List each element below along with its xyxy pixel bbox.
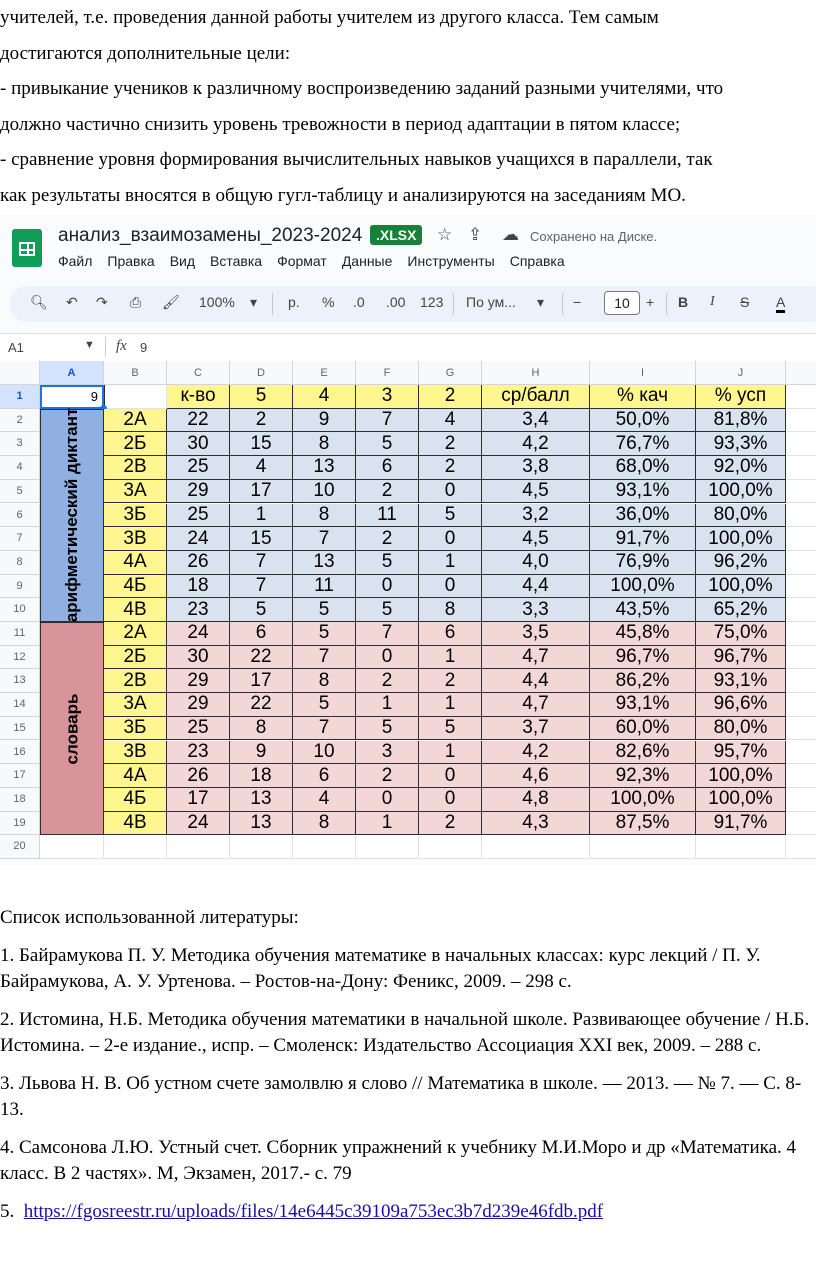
data-cell[interactable]: 5 [356, 717, 419, 741]
data-cell[interactable]: 9 [230, 741, 293, 765]
data-cell[interactable]: 4,3 [482, 812, 590, 836]
data-cell[interactable]: 3,8 [482, 456, 590, 480]
data-cell[interactable]: 5 [293, 622, 356, 646]
data-cell[interactable]: 100,0% [696, 575, 786, 599]
data-cell[interactable]: 25 [167, 504, 230, 528]
data-cell[interactable]: 23 [167, 741, 230, 765]
data-cell[interactable]: 2 [419, 456, 482, 480]
cell[interactable] [230, 835, 293, 859]
row-header[interactable]: 7 [0, 527, 40, 551]
class-cell[interactable]: 4А [104, 764, 167, 788]
row-header[interactable]: 1 [0, 385, 40, 409]
font-size-decrease-icon[interactable]: − [573, 294, 582, 310]
reference-number: 5. [0, 1201, 15, 1222]
data-cell[interactable]: 80,0% [696, 717, 786, 741]
cell[interactable] [786, 598, 816, 622]
data-cell[interactable]: 96,7% [696, 646, 786, 670]
data-cell[interactable]: 6 [230, 622, 293, 646]
data-cell[interactable]: 29 [167, 480, 230, 504]
data-cell[interactable]: 5 [356, 551, 419, 575]
data-cell[interactable]: 96,7% [590, 646, 696, 670]
header-cell[interactable]: % кач [590, 385, 696, 409]
intro-line: - привыкание учеников к различному воспроизведению заданий разными учителями, что [0, 78, 724, 99]
class-cell[interactable]: 4Б [104, 788, 167, 812]
data-cell[interactable]: 8 [293, 432, 356, 456]
class-cell[interactable]: 3В [104, 741, 167, 765]
class-cell[interactable]: 3Б [104, 717, 167, 741]
data-cell[interactable]: 4,5 [482, 527, 590, 551]
row-header[interactable]: 16 [0, 741, 40, 765]
undo-icon[interactable]: ↶ [66, 294, 78, 310]
chevron-down-icon[interactable]: ▼ [84, 339, 95, 351]
menu-insert[interactable]: Вставка [210, 253, 263, 269]
group-label-text: словарь [62, 693, 81, 765]
paint-format-icon[interactable]: 🖌︎ [162, 294, 180, 310]
cell[interactable] [786, 835, 816, 859]
bold-icon[interactable]: B [678, 294, 689, 310]
data-cell[interactable]: 29 [167, 693, 230, 717]
cell[interactable] [786, 504, 816, 528]
cell[interactable] [786, 812, 816, 836]
data-cell[interactable]: 2 [230, 409, 293, 433]
data-cell[interactable]: 9 [293, 409, 356, 433]
row-header[interactable]: 19 [0, 812, 40, 836]
data-cell[interactable]: 87,5% [590, 812, 696, 836]
data-cell[interactable]: 91,7% [590, 527, 696, 551]
data-cell[interactable]: 0 [419, 480, 482, 504]
column-header[interactable]: D [230, 361, 293, 385]
star-icon[interactable]: ☆ [437, 225, 453, 244]
name-box[interactable]: A1 [8, 340, 24, 355]
data-cell[interactable]: 3,5 [482, 622, 590, 646]
cell[interactable] [590, 835, 696, 859]
data-cell[interactable]: 81,8% [696, 409, 786, 433]
data-cell[interactable]: 50,0% [590, 409, 696, 433]
intro-line: - сравнение уровня формирования вычислительных навыков учащихся в параллели, так [0, 149, 713, 170]
data-cell[interactable]: 7 [230, 551, 293, 575]
cell[interactable] [786, 527, 816, 551]
row-header[interactable]: 9 [0, 575, 40, 599]
data-cell[interactable]: 22 [167, 409, 230, 433]
data-cell[interactable]: 5 [293, 598, 356, 622]
data-cell[interactable]: 15 [230, 527, 293, 551]
data-cell[interactable]: 13 [293, 551, 356, 575]
data-cell[interactable]: 4,7 [482, 693, 590, 717]
menu-edit[interactable]: Правка [107, 253, 155, 269]
class-cell[interactable]: 4В [104, 598, 167, 622]
data-cell[interactable]: 18 [167, 575, 230, 599]
strikethrough-icon[interactable]: S [740, 294, 750, 310]
data-cell[interactable]: 100,0% [590, 575, 696, 599]
column-header[interactable]: F [356, 361, 419, 385]
data-cell[interactable]: 6 [356, 456, 419, 480]
data-cell[interactable]: 15 [230, 432, 293, 456]
row-header[interactable]: 18 [0, 788, 40, 812]
data-cell[interactable]: 3,7 [482, 717, 590, 741]
increase-decimals-button[interactable]: .00 [386, 294, 406, 310]
data-cell[interactable]: 24 [167, 622, 230, 646]
data-cell[interactable]: 24 [167, 812, 230, 836]
data-cell[interactable]: 4 [230, 456, 293, 480]
data-cell[interactable]: 1 [419, 741, 482, 765]
cell[interactable] [293, 835, 356, 859]
header-cell[interactable]: 2 [419, 385, 482, 409]
percent-format-button[interactable]: % [322, 294, 335, 310]
cell[interactable] [786, 409, 816, 433]
cell[interactable] [786, 764, 816, 788]
data-cell[interactable]: 76,7% [590, 432, 696, 456]
data-cell[interactable]: 68,0% [590, 456, 696, 480]
sheets-logo-icon[interactable] [12, 229, 42, 267]
data-cell[interactable]: 3,3 [482, 598, 590, 622]
row-header[interactable]: 17 [0, 764, 40, 788]
row-header[interactable]: 8 [0, 551, 40, 575]
data-cell[interactable]: 3,4 [482, 409, 590, 433]
data-cell[interactable]: 2 [419, 669, 482, 693]
group-label-arithmetic[interactable] [40, 409, 104, 622]
data-cell[interactable]: 18 [230, 764, 293, 788]
data-cell[interactable]: 4,2 [482, 432, 590, 456]
data-cell[interactable]: 7 [293, 527, 356, 551]
data-cell[interactable]: 2 [419, 812, 482, 836]
class-cell[interactable]: 2В [104, 669, 167, 693]
data-cell[interactable]: 26 [167, 551, 230, 575]
data-cell[interactable]: 4,2 [482, 741, 590, 765]
data-cell[interactable]: 11 [293, 575, 356, 599]
save-status: Сохранено на Диске. [530, 229, 658, 244]
class-cell[interactable]: 2Б [104, 646, 167, 670]
currency-format-button[interactable]: р. [288, 294, 300, 310]
data-cell[interactable]: 10 [293, 480, 356, 504]
class-cell[interactable]: 3В [104, 527, 167, 551]
data-cell[interactable]: 8 [230, 717, 293, 741]
column-header[interactable]: A [40, 361, 104, 385]
row-header[interactable]: 2 [0, 409, 40, 433]
header-cell[interactable]: 4 [293, 385, 356, 409]
class-cell[interactable]: 2А [104, 622, 167, 646]
class-cell[interactable]: 3А [104, 693, 167, 717]
data-cell[interactable]: 13 [230, 788, 293, 812]
chevron-down-icon[interactable]: ▾ [250, 294, 258, 310]
data-cell[interactable]: 4,5 [482, 480, 590, 504]
data-cell[interactable]: 5 [356, 432, 419, 456]
header-cell[interactable]: ср/балл [482, 385, 590, 409]
data-cell[interactable]: 100,0% [696, 764, 786, 788]
data-cell[interactable]: 2 [356, 669, 419, 693]
data-cell[interactable]: 22 [230, 693, 293, 717]
data-cell[interactable]: 80,0% [696, 504, 786, 528]
font-select[interactable]: По ум... [466, 294, 516, 310]
cell[interactable] [786, 788, 816, 812]
redo-icon[interactable]: ↷ [96, 294, 108, 310]
data-cell[interactable]: 92,3% [590, 764, 696, 788]
zoom-select[interactable]: 100% [199, 294, 235, 310]
data-cell[interactable]: 3 [356, 741, 419, 765]
row-header[interactable]: 15 [0, 717, 40, 741]
cell[interactable] [482, 835, 590, 859]
data-cell[interactable]: 0 [356, 788, 419, 812]
menu-help[interactable]: Справка [509, 253, 565, 269]
data-cell[interactable]: 43,5% [590, 598, 696, 622]
data-cell[interactable]: 7 [293, 646, 356, 670]
column-header[interactable]: I [590, 361, 696, 385]
cell[interactable] [786, 693, 816, 717]
column-header[interactable]: J [696, 361, 786, 385]
data-cell[interactable]: 7 [230, 575, 293, 599]
data-cell[interactable]: 26 [167, 764, 230, 788]
cell[interactable] [356, 835, 419, 859]
data-cell[interactable]: 5 [419, 717, 482, 741]
intro-text [0, 0, 816, 213]
data-cell[interactable]: 0 [419, 764, 482, 788]
intro-line: должно частично снизить уровень тревожности в период адаптации в пятом классе; [0, 113, 681, 135]
data-cell[interactable]: 17 [230, 669, 293, 693]
data-cell[interactable]: 25 [167, 717, 230, 741]
data-cell[interactable]: 82,6% [590, 741, 696, 765]
column-header[interactable]: H [482, 361, 590, 385]
reference-item: 4. Самсонова Л.Ю. Устный счет. Сборник упражнений к учебнику М.И.Моро и др «Математика. 4 класс. В 2 частях». М, Экзамен, 2017.- с. 79 [0, 1137, 797, 1184]
menu-data[interactable]: Данные [341, 253, 393, 269]
menu-tools[interactable]: Инструменты [407, 253, 495, 269]
data-cell[interactable]: 93,1% [696, 669, 786, 693]
data-cell[interactable]: 45,8% [590, 622, 696, 646]
data-cell[interactable]: 100,0% [590, 788, 696, 812]
cell[interactable] [104, 835, 167, 859]
reference-item: 3. Львова Н. В. Об устном счете замолвлю я слово // Математика в школе. — 2013. — № 7. — С. 8-13. [0, 1073, 802, 1120]
cell[interactable] [167, 835, 230, 859]
data-cell[interactable]: 7 [356, 409, 419, 433]
row-header[interactable]: 11 [0, 622, 40, 646]
data-cell[interactable]: 30 [167, 432, 230, 456]
column-header[interactable]: E [293, 361, 356, 385]
file-type-badge: .XLSX [370, 225, 422, 245]
row-header[interactable]: 10 [0, 598, 40, 622]
cell[interactable] [786, 575, 816, 599]
menu-bar [58, 253, 565, 269]
column-header[interactable]: G [419, 361, 482, 385]
data-cell[interactable]: 2 [356, 480, 419, 504]
row-header[interactable]: 3 [0, 432, 40, 456]
data-cell[interactable]: 8 [419, 598, 482, 622]
data-cell[interactable]: 96,6% [696, 693, 786, 717]
data-cell[interactable]: 86,2% [590, 669, 696, 693]
data-cell[interactable]: 10 [293, 741, 356, 765]
data-cell[interactable]: 8 [293, 669, 356, 693]
data-cell[interactable]: 4 [419, 409, 482, 433]
data-cell[interactable]: 6 [293, 764, 356, 788]
header-cell[interactable]: к-во [167, 385, 230, 409]
data-cell[interactable]: 23 [167, 598, 230, 622]
row-header[interactable]: 6 [0, 504, 40, 528]
class-cell[interactable]: 4Б [104, 575, 167, 599]
intro-line: учителей, т.е. проведения данной работы учителем из другого класса. Тем самым [0, 7, 659, 28]
class-cell[interactable]: 2В [104, 456, 167, 480]
text-color-icon[interactable]: A [776, 294, 785, 313]
data-cell[interactable]: 93,1% [590, 693, 696, 717]
data-cell[interactable]: 1 [419, 551, 482, 575]
data-cell[interactable]: 4,0 [482, 551, 590, 575]
data-cell[interactable]: 0 [419, 575, 482, 599]
data-cell[interactable]: 4 [293, 788, 356, 812]
header-cell[interactable]: % усп [696, 385, 786, 409]
row-header[interactable]: 12 [0, 646, 40, 670]
formula-input[interactable]: 9 [140, 340, 148, 355]
data-cell[interactable]: 100,0% [696, 527, 786, 551]
font-size-increase-icon[interactable]: + [646, 294, 655, 310]
data-cell[interactable]: 30 [167, 646, 230, 670]
column-header-filler [786, 361, 816, 385]
data-cell[interactable]: 5 [230, 598, 293, 622]
cell[interactable] [786, 717, 816, 741]
data-cell[interactable]: 1 [419, 693, 482, 717]
cell[interactable] [786, 551, 816, 575]
toolbar [10, 286, 816, 322]
header-cell[interactable]: 3 [356, 385, 419, 409]
select-all-corner[interactable] [0, 361, 40, 385]
row-header[interactable]: 5 [0, 480, 40, 504]
data-cell[interactable]: 1 [230, 504, 293, 528]
data-cell[interactable]: 29 [167, 669, 230, 693]
cell[interactable] [786, 456, 816, 480]
data-cell[interactable]: 7 [356, 622, 419, 646]
data-cell[interactable]: 4,7 [482, 646, 590, 670]
class-cell[interactable]: 2Б [104, 432, 167, 456]
font-size-input[interactable]: 10 [604, 291, 640, 315]
cell[interactable] [786, 480, 816, 504]
data-cell[interactable]: 75,0% [696, 622, 786, 646]
cell[interactable] [786, 741, 816, 765]
data-cell[interactable]: 2 [419, 432, 482, 456]
data-cell[interactable]: 93,1% [590, 480, 696, 504]
references [0, 905, 816, 1237]
data-cell[interactable]: 13 [293, 456, 356, 480]
cell[interactable] [696, 835, 786, 859]
data-cell[interactable]: 17 [230, 480, 293, 504]
data-cell[interactable]: 7 [293, 717, 356, 741]
class-cell[interactable]: 4А [104, 551, 167, 575]
data-cell[interactable]: 8 [293, 504, 356, 528]
cell[interactable] [40, 835, 104, 859]
data-cell[interactable]: 11 [356, 504, 419, 528]
cell[interactable] [786, 669, 816, 693]
print-icon[interactable]: ⎙ [130, 294, 142, 310]
cell[interactable] [786, 432, 816, 456]
data-cell[interactable]: 2 [356, 764, 419, 788]
data-cell[interactable]: 25 [167, 456, 230, 480]
data-cell[interactable]: 76,9% [590, 551, 696, 575]
cell[interactable] [786, 622, 816, 646]
data-cell[interactable]: 0 [419, 788, 482, 812]
data-cell[interactable]: 5 [356, 598, 419, 622]
data-cell[interactable]: 0 [419, 527, 482, 551]
data-cell[interactable]: 65,2% [696, 598, 786, 622]
class-cell[interactable]: 3А [104, 480, 167, 504]
row-header[interactable]: 14 [0, 693, 40, 717]
row-header[interactable]: 20 [0, 835, 40, 859]
data-cell[interactable]: 95,7% [696, 741, 786, 765]
intro-line: достигаются дополнительные цели: [0, 42, 291, 64]
data-cell[interactable]: 36,0% [590, 504, 696, 528]
row-header[interactable]: 4 [0, 456, 40, 480]
data-cell[interactable]: 0 [356, 646, 419, 670]
reference-link[interactable]: https://fgosreestr.ru/uploads/files/14e6445c39109a753ec3b7d239e46fdb.pdf [23, 1201, 604, 1222]
class-cell[interactable]: 3Б [104, 504, 167, 528]
cloud-saved-icon: ☁ [502, 225, 519, 244]
data-cell[interactable]: 22 [230, 646, 293, 670]
header-cell[interactable]: 5 [230, 385, 293, 409]
reference-item: 2. Истомина, Н.Б. Методика обучения математики в начальной школе. Развивающее обучение / Н.Б. Истомина. – 2-е издание., испр. – Смоленск: Издательство Ассоциация XXI век, 2009. – 288 с. [0, 1009, 810, 1056]
cell[interactable] [104, 385, 167, 409]
function-icon: fx [116, 338, 127, 354]
data-cell[interactable]: 100,0% [696, 480, 786, 504]
selected-cell[interactable]: 9 [40, 385, 104, 409]
move-icon[interactable]: ⇪ [468, 225, 483, 244]
data-cell[interactable]: 60,0% [590, 717, 696, 741]
intro-line: как результаты вносятся в общую гугл-таблицу и анализируются на заседаниям МО. [0, 184, 686, 206]
search-icon[interactable]: 🔍︎ [30, 294, 48, 310]
data-cell[interactable]: 5 [293, 693, 356, 717]
menu-view[interactable]: Вид [169, 253, 196, 269]
reference-item: 1. Байрамукова П. У. Методика обучения математике в начальных классах: курс лекций / П. У. Байрамукова, А. У. Уртенова. – Ростов-на-Дону: Феникс, 2009. – 298 с. [0, 945, 761, 992]
data-cell[interactable]: 96,2% [696, 551, 786, 575]
cell[interactable] [419, 835, 482, 859]
data-cell[interactable]: 1 [419, 646, 482, 670]
spreadsheet-screenshot [0, 215, 816, 865]
cell[interactable] [786, 646, 816, 670]
class-cell[interactable]: 4В [104, 812, 167, 836]
data-cell[interactable]: 100,0% [696, 788, 786, 812]
column-header[interactable]: C [167, 361, 230, 385]
data-cell[interactable]: 5 [419, 504, 482, 528]
data-cell[interactable]: 24 [167, 527, 230, 551]
menu-format[interactable]: Формат [277, 253, 327, 269]
number-format-button[interactable]: 123 [420, 294, 444, 310]
data-cell[interactable]: 17 [167, 788, 230, 812]
class-cell[interactable]: 2А [104, 409, 167, 433]
data-cell[interactable]: 8 [293, 812, 356, 836]
data-cell[interactable]: 4,6 [482, 764, 590, 788]
group-label-text: арифметический диктант [62, 408, 81, 623]
data-cell[interactable]: 1 [356, 693, 419, 717]
formula-bar [0, 333, 816, 363]
data-cell[interactable]: 4,8 [482, 788, 590, 812]
data-cell[interactable]: 92,0% [696, 456, 786, 480]
group-label-vocabulary[interactable] [40, 622, 104, 835]
data-cell[interactable]: 3,2 [482, 504, 590, 528]
italic-icon[interactable]: I [710, 294, 715, 309]
data-cell[interactable]: 93,3% [696, 432, 786, 456]
data-cell[interactable]: 91,7% [696, 812, 786, 836]
column-header[interactable]: B [104, 361, 167, 385]
document-title[interactable]: анализ_взаимозамены_2023-2024 [58, 225, 363, 246]
data-cell[interactable]: 6 [419, 622, 482, 646]
references-heading: Список использованной литературы: [0, 907, 299, 928]
cell[interactable] [786, 385, 816, 409]
data-cell[interactable]: 4,4 [482, 669, 590, 693]
data-cell[interactable]: 2 [356, 527, 419, 551]
data-cell[interactable]: 4,4 [482, 575, 590, 599]
data-cell[interactable]: 13 [230, 812, 293, 836]
chevron-down-icon[interactable]: ▾ [537, 294, 545, 310]
data-cell[interactable]: 1 [356, 812, 419, 836]
decrease-decimals-button[interactable]: .0 [353, 294, 365, 310]
reference-item [0, 1199, 816, 1225]
menu-file[interactable]: Файл [58, 253, 93, 269]
row-header[interactable]: 13 [0, 669, 40, 693]
data-cell[interactable]: 0 [356, 575, 419, 599]
